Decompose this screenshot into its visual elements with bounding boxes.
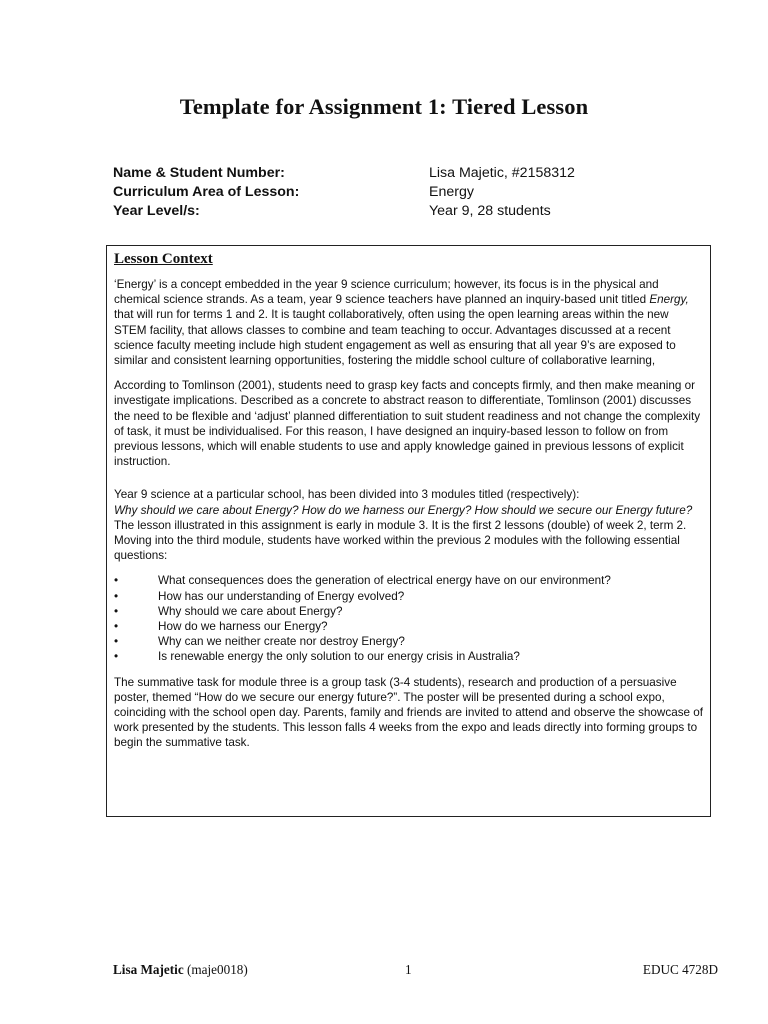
author-code: (maje0018)	[186, 962, 248, 977]
list-item	[114, 649, 704, 664]
essential-questions-list	[114, 573, 704, 664]
paragraph-summative-task: The summative task for module three is a group task (3-4 students), research and production of a persuasive poster, themed “How do we secure our energy future?”. The poster will be presented during a school expo, coinciding with the school open day. Parents, family and friends are invited to attend and observe the showcase of work presented by the students. This lesson falls 4 weeks from the expo and leads directly into forming groups to begin the summative task.	[114, 675, 704, 750]
list-item	[114, 589, 704, 604]
paragraph-tomlinson: According to Tomlinson (2001), students need to grasp key facts and concepts firmly, and then make meaning or investigate implications. Described as a concrete to abstract reason to differentiate, Tomlinson (2001) discusses the need to be flexible and ‘adjust’ planned differentiation to suit student readiness and not change the complexity of task, it must be individualised. For this reason, I have designed an inquiry-based lesson to follow on from previous lessons, which will enable students to use and apply knowledge gained in previous lessons of explicit instruction.	[114, 379, 701, 469]
bullet-icon: •	[114, 650, 119, 664]
italic-span: Energy,	[649, 293, 689, 307]
student-info	[113, 163, 673, 220]
info-label: Name & Student Number:	[113, 164, 285, 181]
footer-author	[113, 962, 248, 978]
list-item	[114, 619, 704, 634]
italic-span: Why should we care about Energy? How do we harness our Energy? How should we secure our Energy future?	[114, 503, 693, 517]
info-row-curriculum	[113, 182, 673, 201]
lesson-context-heading: Lesson Context	[114, 251, 213, 267]
text-span: ‘Energy’ is a concept embedded in the year 9 science curriculum; however, its focus is in the physical and chemical science strands. As a team, year 9 science teachers have planned an inquiry-based unit titled	[114, 278, 659, 307]
course-code: EDUC 4728D	[642, 962, 718, 977]
info-value: Lisa Majetic, #2158312	[429, 164, 575, 181]
page-title: Template for Assignment 1: Tiered Lesson	[179, 94, 589, 119]
info-value: Energy	[429, 183, 474, 200]
list-item-text: How has our understanding of Energy evolved?	[158, 589, 405, 603]
lesson-context-box	[106, 245, 711, 817]
list-item-text: Is renewable energy the only solution to our energy crisis in Australia?	[158, 650, 520, 664]
info-label: Curriculum Area of Lesson:	[113, 183, 300, 200]
list-item-text: How do we harness our Energy?	[158, 620, 328, 634]
info-label: Year Level/s:	[113, 202, 200, 219]
bullet-icon: •	[114, 589, 119, 603]
paragraph-energy-concept	[114, 277, 704, 368]
text-span: that will run for terms 1 and 2. It is taught collaboratively, often using the open learning areas within the new STEM facility, that allows classes to combine and team teaching to occur. Advantages discussed at a recent science faculty meeting include high student engagement as well as ensuring that all year 9’s are exposed to similar and consistent learning opportunities, fostering the middle school culture of collaborative learning,	[114, 308, 676, 368]
author-name: Lisa Majetic	[113, 962, 184, 977]
list-item	[114, 604, 704, 619]
page-number: 1	[405, 962, 412, 977]
info-value: Year 9, 28 students	[429, 202, 551, 219]
list-item-text: Why can we neither create nor destroy Energy?	[158, 635, 405, 649]
list-item-text: What consequences does the generation of electrical energy have on our environment?	[158, 574, 611, 588]
info-row-year-level	[113, 201, 673, 220]
bullet-icon: •	[114, 574, 119, 588]
bullet-icon: •	[114, 620, 119, 634]
text-span: Year 9 science at a particular school, has been divided into 3 modules titled (respectively):	[114, 488, 580, 502]
bullet-icon: •	[114, 635, 119, 649]
page-footer	[113, 962, 718, 980]
paragraph-modules	[114, 487, 704, 563]
lesson-context-content	[114, 250, 704, 761]
text-span: The lesson illustrated in this assignment is early in module 3. It is the first 2 lessons (double) of week 2, term 2. Moving into the third module, students have worked within the previous 2 modules with the following essential questions:	[114, 518, 687, 563]
bullet-icon: •	[114, 604, 119, 618]
info-row-name	[113, 163, 673, 182]
list-item	[114, 634, 704, 649]
list-item	[114, 573, 704, 588]
list-item-text: Why should we care about Energy?	[158, 604, 343, 618]
